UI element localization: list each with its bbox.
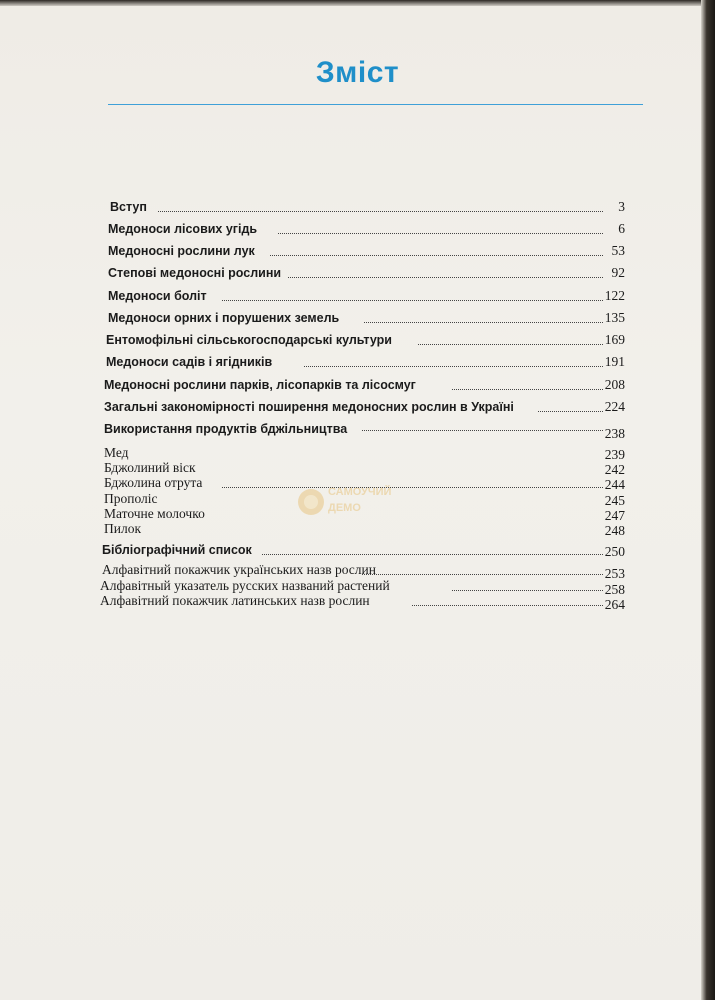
title-underline [108,104,643,105]
toc-entry-title: Медоноси боліт [108,289,207,303]
toc-entry-title: Ентомофільні сільськогосподарські культури [106,333,392,347]
leader-dots [362,574,603,575]
toc-entry-page: 253 [604,566,625,581]
leader-dots [304,366,603,367]
toc-entry-title: Загальні закономірності поширення медоносних рослин в Україні [104,400,514,414]
leader-dots [158,211,603,212]
toc-entry[interactable] [0,331,715,351]
toc-entry-title: Медоноси садів і ягідників [106,355,273,369]
toc-entry-title: Прополіс [104,491,158,506]
toc-entry-page: 169 [604,332,625,347]
leader-dots [262,554,603,555]
toc-entry-page: 264 [604,597,625,612]
toc-entry-page: 244 [604,477,625,492]
toc-entry[interactable] [0,264,715,284]
toc-entry-title: Бджолина отрута [104,475,203,490]
toc-entry-title: Бджолиний віск [104,460,196,475]
leader-dots [538,411,603,412]
toc-entry-page: 242 [604,462,625,477]
toc-entry-page: 238 [604,426,625,441]
toc-entry[interactable] [0,398,715,418]
toc-entry-page: 247 [604,508,625,523]
leader-dots [278,233,603,234]
toc-entry-title: Пилок [104,521,142,536]
toc-entry[interactable] [0,353,715,373]
toc-entry-page: 135 [604,310,625,325]
toc-entry-title: Медоносні рослини парків, лісопарків та лісосмуг [104,378,416,392]
toc-entry-title: Степові медоносні рослини [108,266,282,280]
toc-entry-title: Маточне молочко [104,506,205,521]
toc-entry-page: 6 [618,221,625,236]
toc-entry-title: Алфавітний покажчик українських назв рослин [102,562,376,577]
toc-entry-page: 122 [604,288,625,303]
leader-dots [362,430,603,431]
toc-entry[interactable] [0,420,715,440]
toc-entry-page: 258 [604,582,625,597]
leader-dots [452,590,603,591]
leader-dots [222,487,603,488]
toc-entry[interactable] [0,592,715,612]
toc-entry[interactable] [0,198,715,218]
toc-entry-page: 208 [604,377,625,392]
toc-entry[interactable] [0,287,715,307]
toc-entry-page: 92 [611,265,625,280]
leader-dots [364,322,603,323]
toc-entry[interactable] [0,309,715,329]
toc-entry-title: Вступ [110,200,147,214]
watermark-text-line1: САМОУЧИЙ [328,486,392,498]
toc-entry-page: 3 [618,199,625,214]
toc-entry-page: 191 [604,354,625,369]
toc-entry-page: 245 [604,493,625,508]
toc-entry-title: Медоноси орних і порушених земель [108,311,340,325]
leader-dots [270,255,603,256]
toc-entry-page: 239 [604,447,625,462]
toc-entry-page: 248 [604,523,625,538]
toc-entry[interactable] [0,520,715,540]
leader-dots [418,344,603,345]
toc-entry[interactable] [0,541,715,561]
toc-entry-title: Медоноси лісових угідь [108,222,258,236]
toc-entry-page: 53 [611,243,625,258]
watermark-text-line2: ДЕМО [328,502,361,514]
leader-dots [288,277,603,278]
toc-entry-title: Використання продуктів бджільництва [104,422,348,436]
toc-entry-title: Бібліографічний список [102,543,252,557]
page-top-edge [0,0,715,6]
toc-entry-title: Алфавітный указатель русских названий растений [100,578,390,593]
toc-entry-title: Медоносні рослини лук [108,244,255,258]
toc-entry-page: 250 [604,544,625,559]
toc-entry-title: Мед [104,445,129,460]
leader-dots [452,389,603,390]
leader-dots [412,605,603,606]
page-title: Зміст [315,56,400,89]
leader-dots [222,300,603,301]
toc-entry[interactable] [0,376,715,396]
toc-entry-page: 224 [604,399,625,414]
toc-entry-title: Алфавітний покажчик латинських назв рослин [100,593,370,608]
toc-entry[interactable] [0,242,715,262]
toc-entry[interactable] [0,220,715,240]
